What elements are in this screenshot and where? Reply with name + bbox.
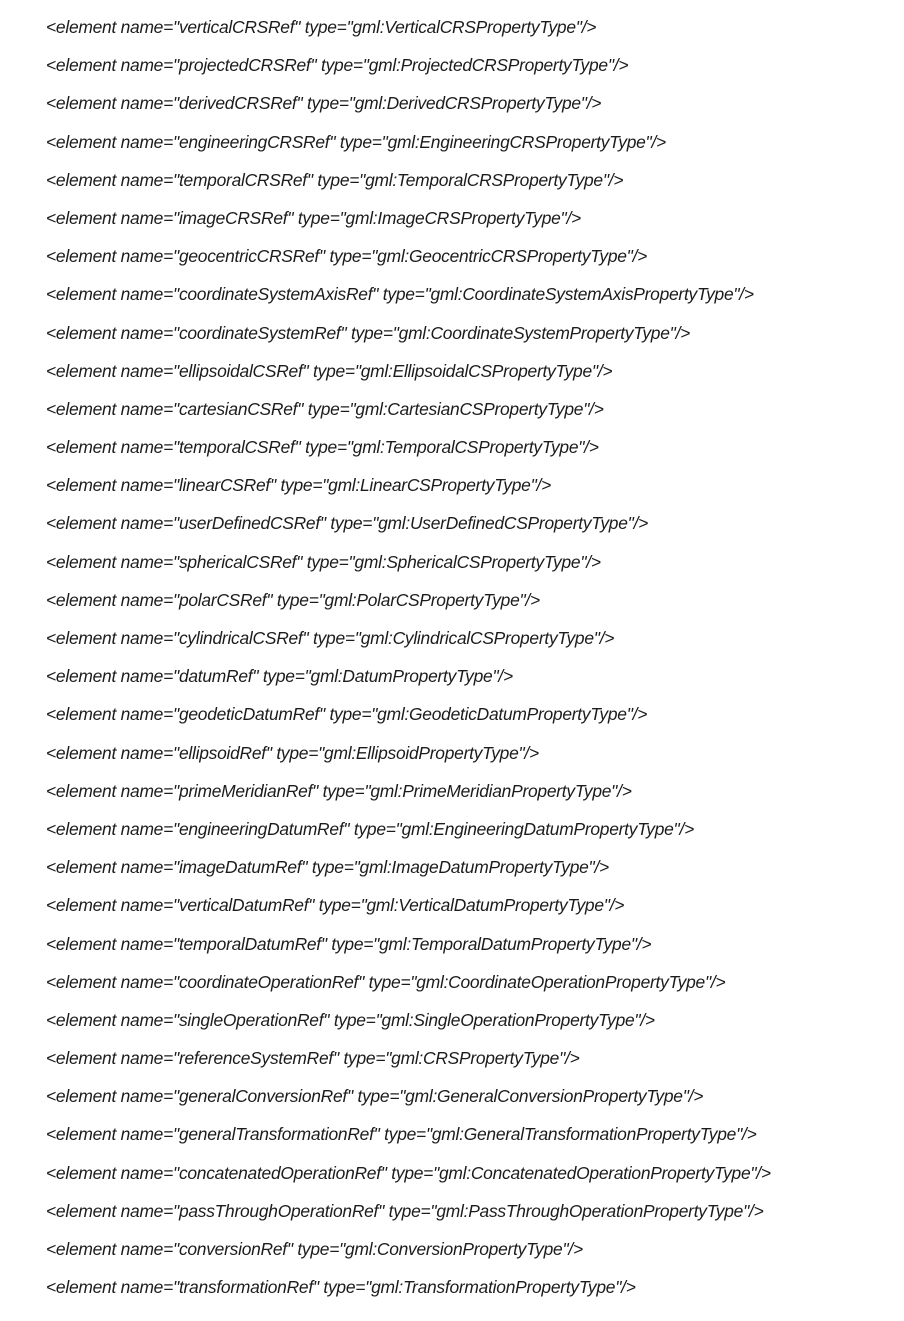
code-line: <element name="temporalCSRef" type="gml:TemporalCSPropertyType"/> (46, 437, 599, 458)
code-line: <element name="geodeticDatumRef" type="gml:GeodeticDatumPropertyType"/> (46, 704, 648, 725)
code-line: <element name="temporalCRSRef" type="gml:TemporalCRSPropertyType"/> (46, 169, 624, 190)
code-line: <element name="generalConversionRef" type="gml:GeneralConversionPropertyType"/> (46, 1086, 704, 1107)
code-line: <element name="cartesianCSRef" type="gml:CartesianCSPropertyType"/> (46, 398, 604, 419)
code-line: <element name="engineeringDatumRef" type="gml:EngineeringDatumPropertyType"/> (46, 818, 694, 839)
code-line: <element name="verticalDatumRef" type="gml:VerticalDatumPropertyType"/> (46, 895, 625, 916)
code-line: <element name="referenceSystemRef" type="gml:CRSPropertyType"/> (46, 1048, 580, 1069)
code-line: <element name="concatenatedOperationRef" type="gml:ConcatenatedOperationPropertyType"/> (46, 1162, 771, 1183)
code-line: <element name="projectedCRSRef" type="gml:ProjectedCRSPropertyType"/> (46, 55, 629, 76)
code-line: <element name="primeMeridianRef" type="gml:PrimeMeridianPropertyType"/> (46, 780, 632, 801)
code-line: <element name="sphericalCSRef" type="gml:SphericalCSPropertyType"/> (46, 551, 601, 572)
code-line: <element name="temporalDatumRef" type="gml:TemporalDatumPropertyType"/> (46, 933, 652, 954)
code-line: <element name="conversionRef" type="gml:ConversionPropertyType"/> (46, 1239, 583, 1259)
code-line: <element name="verticalCRSRef" type="gml:VerticalCRSPropertyType"/> (46, 17, 597, 37)
code-line: <element name="imageDatumRef" type="gml:ImageDatumPropertyType"/> (46, 857, 609, 878)
code-line: <element name="geocentricCRSRef" type="gml:GeocentricCRSPropertyType"/> (46, 246, 648, 267)
code-line: <element name="polarCSRef" type="gml:PolarCSPropertyType"/> (46, 589, 540, 610)
code-line: <element name="userDefinedCSRef" type="gml:UserDefinedCSPropertyType"/> (46, 513, 649, 534)
code-line: <element name="ellipsoidRef" type="gml:EllipsoidPropertyType"/> (46, 742, 539, 763)
code-line: <element name="datumRef" type="gml:DatumPropertyType"/> (46, 666, 513, 687)
code-line: <element name="coordinateOperationRef" type="gml:CoordinateOperationPropertyType"/> (46, 971, 726, 992)
code-line: <element name="singleOperationRef" type="gml:SingleOperationPropertyType"/> (46, 1009, 655, 1030)
xml-element-list (46, 14, 771, 1312)
code-line: <element name="imageCRSRef" type="gml:ImageCRSPropertyType"/> (46, 207, 581, 228)
code-line: <element name="engineeringCRSRef" type="gml:EngineeringCRSPropertyType"/> (46, 131, 666, 152)
code-line: <element name="coordinateSystemAxisRef" type="gml:CoordinateSystemAxisPropertyType"/> (46, 284, 754, 305)
code-line: <element name="transformationRef" type="gml:TransformationPropertyType"/> (46, 1277, 636, 1298)
code-line: <element name="generalTransformationRef" type="gml:GeneralTransformationPropertyType"/> (46, 1124, 757, 1145)
code-line: <element name="linearCSRef" type="gml:LinearCSPropertyType"/> (46, 475, 552, 496)
code-line: <element name="cylindricalCSRef" type="gml:CylindricalCSPropertyType"/> (46, 628, 615, 648)
code-line: <element name="passThroughOperationRef" type="gml:PassThroughOperationPropertyType"/> (46, 1200, 764, 1221)
code-line: <element name="ellipsoidalCSRef" type="gml:EllipsoidalCSPropertyType"/> (46, 360, 613, 381)
code-line: <element name="derivedCRSRef" type="gml:DerivedCRSPropertyType"/> (46, 93, 602, 114)
code-line: <element name="coordinateSystemRef" type="gml:CoordinateSystemPropertyType"/> (46, 322, 691, 343)
